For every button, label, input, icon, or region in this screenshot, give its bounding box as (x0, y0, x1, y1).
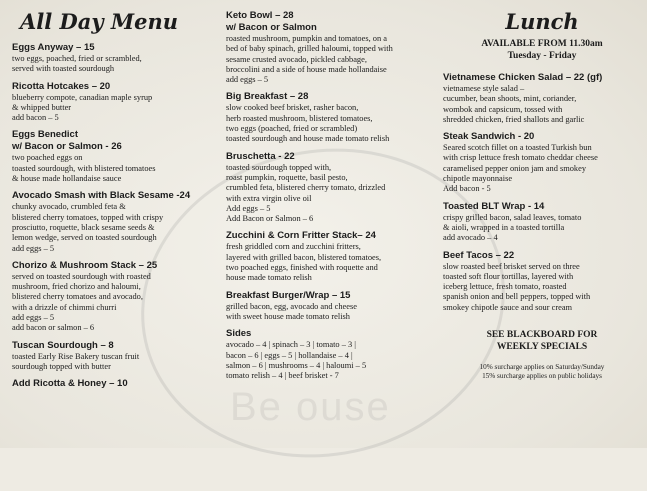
menu-item-description: toasted Early Rise Bakery tuscan fruit (12, 351, 140, 361)
menu-item (226, 91, 439, 144)
menu-item-description: add bacon – 5 (12, 113, 59, 123)
menu-item-description: & house made hollandaise sauce (12, 174, 122, 184)
all-day-title: All Day Menu (20, 9, 179, 34)
menu-item (226, 328, 439, 381)
menu-item-description: grilled bacon, egg, avocado and cheese (226, 301, 357, 311)
menu-item-description: blueberry compote, canadian maple syrup (12, 92, 153, 102)
menu-item-description: sesame crusted avocado, pickled cabbage, (226, 54, 367, 64)
menu-item-description: blistered cherry tomatoes and avocado, (12, 292, 143, 302)
menu-item-name: Beef Tacos – 22 (443, 249, 515, 261)
menu-item (226, 290, 439, 323)
menu-item (12, 340, 212, 373)
menu-item-description: add eggs – 5 (12, 313, 55, 323)
menu-item-description: two eggs (poached, fried or scrambled) (226, 124, 358, 134)
menu-item-description: lemon wedge, served on toasted sourdough (12, 233, 157, 243)
menu-item-description: add avocado – 4 (443, 233, 498, 243)
menu-item-description: layered with grilled bacon, blistered tomatoes, (226, 252, 382, 262)
menu-item-description: shredded chicken, fried shallots and garlic (443, 114, 585, 124)
menu-item-description: bed of baby spinach, grilled haloumi, topped with (226, 44, 393, 54)
middle-items (226, 10, 439, 381)
menu-item-description: avocado – 4 | spinach – 3 | tomato – 3 | (226, 340, 356, 350)
middle-column (226, 0, 439, 387)
menu-item-name: Zucchini & Corn Fritter Stack– 24 (226, 230, 376, 242)
lunch-items (443, 72, 641, 313)
menu-item-description: two poached eggs on (12, 153, 83, 163)
menu-item (443, 250, 641, 313)
menu-item-name: Eggs Anyway – 15 (12, 42, 95, 53)
menu-item-description: mushroom, fried chorizo and haloumi, (12, 282, 141, 292)
menu-item-description: toasted sourdough, with blistered tomatoes (12, 163, 156, 173)
menu-item-name: Bruschetta - 22 (226, 150, 295, 162)
menu-item-description: toasted sourdough and house made tomato relish (226, 134, 390, 144)
menu-item-description: spanish onion and bell peppers, topped with (443, 292, 591, 302)
menu-item (12, 260, 212, 334)
menu-item-description: with extra virgin olive oil (226, 193, 312, 203)
menu-item-description: iceberg lettuce, fresh tomato, roasted (443, 282, 567, 292)
menu-item-description: salmon – 6 | mushrooms – 4 | haloumi – 5 (226, 360, 367, 370)
menu-item-variant: w/ Bacon or Salmon - 26 (12, 141, 122, 153)
menu-item-name: Big Breakfast – 28 (226, 91, 309, 103)
menu-item (443, 201, 641, 244)
menu-item-name: Tuscan Sourdough – 8 (12, 339, 114, 351)
menu-item-description: caramelised pepper onion jam and smokey (443, 163, 587, 173)
menu-item-description: Add bacon - 5 (443, 184, 491, 194)
menu-item-description: smokey chipotle sauce and sour cream (443, 302, 573, 312)
menu-item (12, 42, 212, 75)
menu-item-name: Add Ricotta & Honey – 10 (12, 378, 128, 390)
menu-item-name: Steak Sandwich - 20 (443, 131, 535, 143)
menu-item-description: chunky avocado, crumbled feta & (12, 202, 126, 212)
surcharge-note: 15% surcharge applies on public holidays (482, 372, 602, 381)
menu-item-name: Chorizo & Mushroom Stack – 25 (12, 259, 158, 271)
menu-item-description: cucumber, bean shoots, mint, coriander, (443, 94, 577, 104)
all-day-items (12, 42, 212, 390)
menu-item-description: & whipped butter (12, 102, 72, 112)
menu-item-description: wombok and capsicum, tossed with (443, 104, 563, 114)
menu-item-description: slow cooked beef brisket, rasher bacon, (226, 103, 359, 113)
menu-item-description: with sweet house made tomato relish (226, 311, 350, 321)
menu-item-description: toasted soft flour tortillas, layered with (443, 271, 574, 281)
lunch-column (443, 0, 641, 381)
watermark-logo-text: Be ouse (230, 385, 391, 429)
menu-item-name: Vietnamese Chicken Salad – 22 (gf) (443, 72, 603, 83)
menu-item-name: Toasted BLT Wrap - 14 (443, 200, 545, 212)
menu-item (443, 131, 641, 194)
menu-item (12, 129, 212, 184)
menu-item-description: prosciutto, roquette, black sesame seeds & (12, 222, 155, 232)
menu-item-description: slow roasted beef brisket served on three (443, 261, 580, 271)
menu-item-name: Breakfast Burger/Wrap – 15 (226, 289, 351, 301)
menu-item (443, 72, 641, 125)
menu-item-description: & aioli, wrapped in a toasted tortilla (443, 222, 565, 232)
menu-item (12, 81, 212, 124)
surcharge-notes (443, 363, 641, 381)
menu-item-description: herb roasted mushroom, blistered tomatoes, (226, 113, 373, 123)
menu-item-description: Add Bacon or Salmon – 6 (226, 214, 314, 224)
lunch-title: Lunch (505, 9, 579, 34)
menu-item (12, 190, 212, 253)
menu-item-description: broccolini and a side of house made hollandaise (226, 64, 387, 74)
menu-item-description: crispy grilled bacon, salad leaves, tomato (443, 212, 582, 222)
menu-item-description: roasted mushroom, pumpkin and tomatoes, on a (226, 34, 387, 43)
blackboard-line: WEEKLY SPECIALS (496, 342, 588, 353)
menu-item-name: Keto Bowl – 28 (226, 10, 294, 21)
menu-item-description: fresh griddled corn and zucchini fritters, (226, 242, 361, 252)
lunch-days: Tuesday - Friday (507, 51, 577, 61)
blackboard-specials (443, 329, 641, 353)
menu-item-description: sourdough topped with butter (12, 361, 111, 371)
menu-item-description: with a drizzle of chimmi churri (12, 302, 117, 312)
menu-item-description: add eggs – 5 (12, 243, 55, 253)
menu-item-description: bacon – 6 | eggs – 5 | hollandaise – 4 | (226, 350, 353, 360)
menu-item-description: roast pumpkin, roquette, basil pesto, (226, 172, 348, 182)
lunch-availability (443, 38, 641, 62)
blackboard-line: SEE BLACKBOARD FOR (486, 330, 598, 341)
menu-item (226, 151, 439, 225)
lunch-available-time: AVAILABLE FROM 11.30am (481, 39, 603, 49)
menu-item-variant: w/ Bacon or Salmon (226, 22, 317, 33)
menu-item-description: served with toasted sourdough (12, 64, 115, 74)
menu-item-description: chipotle mayonnaise (443, 174, 513, 184)
menu-item-name: Eggs Benedict (12, 129, 78, 141)
menu-item-name: Ricotta Hotcakes – 20 (12, 80, 111, 92)
menu-item-description: toasted sourdough topped with, (226, 162, 332, 172)
menu-item-description: Seared scotch fillet on a toasted Turkish bun (443, 143, 592, 153)
menu-item-description: tomato relish – 4 | beef brisket - 7 (226, 371, 339, 381)
menu-item (12, 378, 212, 390)
surcharge-note: 10% surcharge applies on Saturday/Sunday (479, 363, 605, 372)
menu-item-description: served on toasted sourdough with roasted (12, 271, 151, 281)
menu-item-description: add eggs – 5 (226, 75, 269, 85)
menu-item-description: two poached eggs, finished with roquette and (226, 263, 378, 273)
menu-item-description: vietnamese style salad – (443, 84, 525, 93)
menu-item (226, 10, 439, 85)
all-day-column (12, 0, 212, 396)
menu-item-description: crumbled feta, blistered cherry tomato, drizzled (226, 183, 386, 193)
menu-item-name: Sides (226, 328, 252, 340)
menu-item-description: with crisp lettuce fresh tomato cheddar cheese (443, 153, 598, 163)
menu-item-name: Avocado Smash with Black Sesame -24 (12, 190, 191, 202)
menu-item-description: two eggs, poached, fried or scrambled, (12, 54, 142, 63)
menu-item-description: Add eggs – 5 (226, 203, 271, 213)
menu-item-description: blistered cherry tomatoes, topped with crispy (12, 212, 164, 222)
menu-item-description: add bacon or salmon – 6 (12, 323, 95, 333)
menu-item (226, 230, 439, 283)
menu-item-description: house made tomato relish (226, 273, 312, 283)
